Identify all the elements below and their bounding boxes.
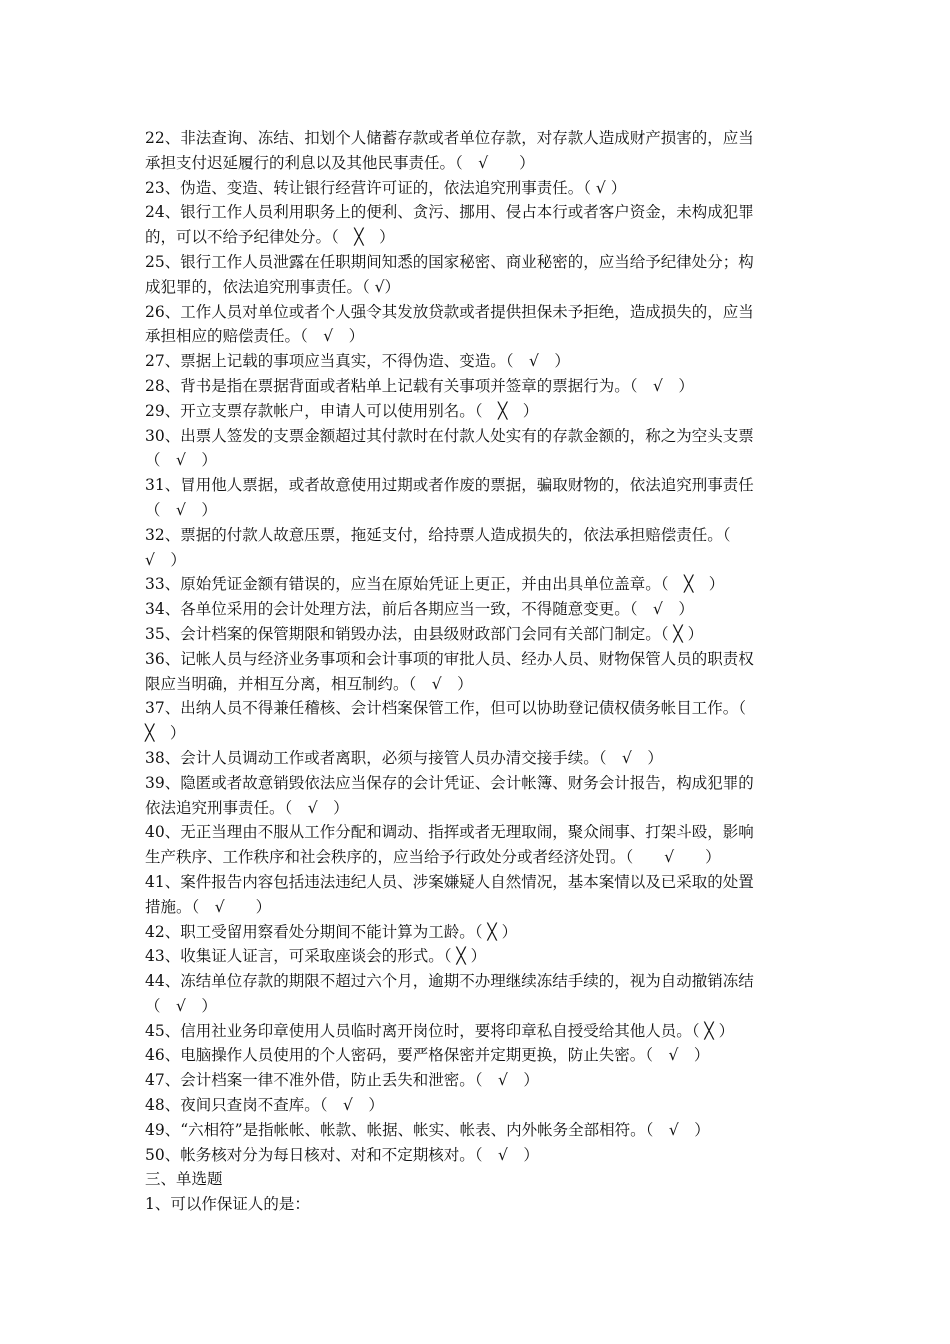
text-line: （ √ ）	[145, 500, 217, 519]
text-line: 30、出票人签发的支票金额超过其付款时在付款人处实有的存款金额的，称之为空头支票	[145, 426, 754, 445]
text-line: 31、冒用他人票据，或者故意使用过期或者作废的票据，骗取财物的，依法追究刑事责任	[145, 476, 754, 495]
text-line: 41、案件报告内容包括违法违纪人员、涉案嫌疑人自然情况，基本案情以及已采取的处置	[145, 872, 754, 891]
text-line: 43、收集证人证言，可采取座谈会的形式。（ ╳ ）	[145, 947, 487, 966]
document-body	[145, 126, 811, 1217]
text-line: 的，可以不给予纪律处分。（ ╳ ）	[145, 228, 395, 247]
text-line: 22、非法查询、冻结、扣划个人储蓄存款或者单位存款，对存款人造成财产损害的，应当	[145, 129, 754, 147]
text-line: 35、会计档案的保管期限和销毁办法，由县级财政部门会同有关部门制定。（ ╳ ）	[145, 624, 704, 643]
text-line: 28、背书是指在票据背面或者粘单上记载有关事项并签章的票据行为。（ √ ）	[145, 376, 694, 395]
text-line: 26、工作人员对单位或者个人强令其发放贷款或者提供担保未予拒绝，造成损失的，应当	[145, 302, 754, 321]
text-line: 23、伪造、变造、转让银行经营许可证的，依法追究刑事责任。（ √ ）	[145, 178, 627, 197]
text-line: 32、票据的付款人故意压票，拖延支付，给持票人造成损失的，依法承担赔偿责任。（	[145, 525, 731, 544]
text-line: 33、原始凭证金额有错误的，应当在原始凭证上更正，并由出具单位盖章。（ ╳ ）	[145, 575, 725, 594]
text-line: 24、银行工作人员利用职务上的便利、贪污、挪用、侵占本行或者客户资金，未构成犯罪	[145, 203, 754, 222]
text-line: 42、职工受留用察看处分期间不能计算为工龄。（ ╳ ）	[145, 922, 518, 941]
text-line: 37、出纳人员不得兼任稽核、会计档案保管工作，但可以协助登记债权债务帐目工作。（	[145, 699, 746, 718]
text-line: 措施。（ √ ）	[145, 897, 272, 916]
text-line: 44、冻结单位存款的期限不超过六个月，逾期不办理继续冻结手续的，视为自动撤销冻结	[145, 972, 754, 991]
text-line: 生产秩序、工作秩序和社会秩序的，应当给予行政处分或者经济处罚。（ √ ）	[145, 848, 721, 867]
text-line: 依法追究刑事责任。（ √ ）	[145, 798, 349, 817]
text-line: 承担相应的赔偿责任。（ √ ）	[145, 327, 365, 346]
section-heading: 三、单选题	[145, 1170, 223, 1189]
text-line: 25、银行工作人员泄露在任职期间知悉的国家秘密、商业秘密的，应当给予纪律处分；构	[145, 252, 754, 271]
text-line: 50、帐务核对分为每日核对、对和不定期核对。（ √ ）	[145, 1145, 539, 1164]
text-line: 29、开立支票存款帐户，申请人可以使用别名。（ ╳ ）	[145, 401, 539, 420]
text-line: ╳ ）	[145, 724, 186, 743]
text-line: √ ）	[145, 550, 186, 569]
text-line: （ √ ）	[145, 996, 217, 1015]
text-line: 承担支付迟延履行的利息以及其他民事责任。（ √ ）	[145, 153, 535, 172]
text-line: 48、夜间只查岗不查库。（ √ ）	[145, 1096, 384, 1115]
text-line: 46、电脑操作人员使用的个人密码，要严格保密并定期更换，防止失密。（ √ ）	[145, 1046, 710, 1065]
text-line: 38、会计人员调动工作或者离职，必须与接管人员办清交接手续。（ √ ）	[145, 748, 663, 767]
text-line: 成犯罪的，依法追究刑事责任。（ √）	[145, 277, 401, 296]
text-line: 36、记帐人员与经济业务事项和会计事项的审批人员、经办人员、财物保管人员的职责权	[145, 649, 754, 668]
text-line: 49、“六相符”是指帐帐、帐款、帐据、帐实、帐表、内外帐务全部相符。（ √ ）	[145, 1120, 710, 1139]
text-line: 限应当明确，并相互分离，相互制约。（ √ ）	[145, 674, 473, 693]
text-line: 27、票据上记载的事项应当真实，不得伪造、变造。（ √ ）	[145, 352, 570, 371]
text-line: 45、信用社业务印章使用人员临时离开岗位时，要将印章私自授受给其他人员。（ ╳ ）	[145, 1021, 735, 1040]
text-line: 47、会计档案一律不准外借，防止丢失和泄密。（ √ ）	[145, 1071, 539, 1090]
text-line: 34、各单位采用的会计处理方法，前后各期应当一致，不得随意变更。（ √ ）	[145, 600, 694, 619]
text-line: （ √ ）	[145, 451, 217, 470]
text-line: 40、无正当理由不服从工作分配和调动、指挥或者无理取闹，聚众闹事、打架斗殴，影响	[145, 823, 754, 842]
text-line: 39、隐匿或者故意销毁依法应当保存的会计凭证、会计帐簿、财务会计报告，构成犯罪的	[145, 773, 754, 792]
question-line: 1、可以作保证人的是：	[145, 1195, 310, 1214]
